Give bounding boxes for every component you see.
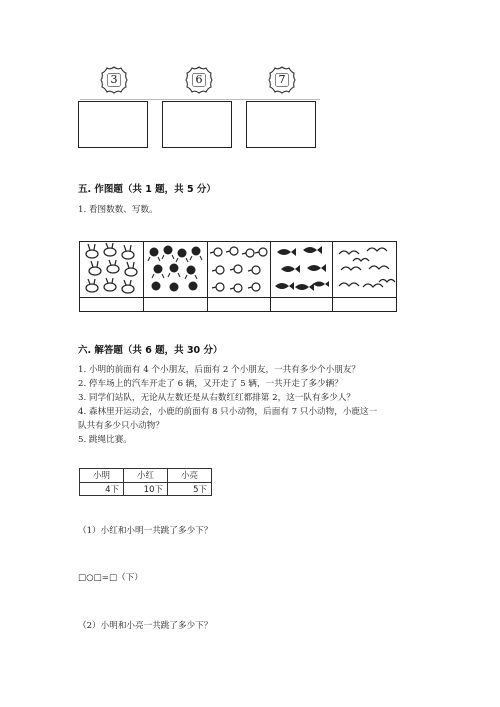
answer-box[interactable] <box>78 101 148 148</box>
rabbit-icon <box>80 242 143 297</box>
section-title: 六. 解答题（共 6 题，共 30 分） <box>78 345 223 356</box>
number-card-value: 7 <box>278 73 286 86</box>
sub-question: （2）小明和小亮一共跳了多少下？ <box>78 621 213 631</box>
table-header-cell: 小亮 <box>168 469 212 483</box>
question-text: 1. 看图数数、写数。 <box>78 205 158 215</box>
sub-question: （1）小红和小明一共跳了多少下？ <box>78 526 213 536</box>
question-line: 队共有多少只小动物？ <box>78 421 164 431</box>
table-header-cell: 小明 <box>80 469 124 483</box>
count-answer-cell[interactable] <box>208 298 271 312</box>
jump-rope-table <box>79 468 212 496</box>
bird-icon <box>333 242 396 297</box>
table-cell: 4下 <box>80 482 124 496</box>
animal-count-strip <box>79 241 397 312</box>
table-cell: 10下 <box>124 482 168 496</box>
strip-bottom-line <box>80 99 320 100</box>
question-line: 3. 同学们站队，无论从左数还是从右数红红都排第 2，这一队有多少人？ <box>78 393 355 403</box>
duck-icon <box>208 242 270 297</box>
number-badge <box>184 65 214 95</box>
section-title: 五. 作图题（共 1 题，共 5 分） <box>78 184 216 195</box>
animal-group-fish <box>271 242 333 297</box>
question-line: 1. 小明的前面有 4 个小朋友，后面有 2 个小朋友，一共有多少个小朋友？ <box>78 365 361 375</box>
table-row <box>80 482 212 496</box>
chick-icon <box>144 242 207 297</box>
number-card-value: 6 <box>195 73 203 86</box>
count-answer-cell[interactable] <box>271 298 333 312</box>
count-answer-cell[interactable] <box>80 298 144 312</box>
answer-box[interactable] <box>246 101 316 148</box>
animal-group-chick <box>144 242 208 297</box>
answer-formula[interactable]: □○□=□（下） <box>78 573 143 583</box>
table-header-cell: 小红 <box>124 469 168 483</box>
table-cell: 5下 <box>168 482 212 496</box>
question-line: 5. 跳绳比赛。 <box>78 435 132 445</box>
number-card-value: 3 <box>110 73 118 86</box>
number-card-strip <box>80 62 320 100</box>
count-answer-cell[interactable] <box>333 298 396 312</box>
animal-group-bird <box>333 242 397 297</box>
table-header-row <box>80 469 212 483</box>
count-answer-row <box>80 297 396 312</box>
question-line: 2. 停车场上的汽车开走了 6 辆，又开走了 5 辆，一共开走了多少辆？ <box>78 379 343 389</box>
number-badge <box>99 65 129 95</box>
answer-box[interactable] <box>162 101 232 148</box>
count-answer-cell[interactable] <box>144 298 208 312</box>
animal-group-rabbit <box>80 242 144 297</box>
question-line: 4. 森林里开运动会，小鹿的前面有 8 只小动物，后面有 7 只小动物，小鹿这一 <box>78 407 378 417</box>
animal-group-duck <box>208 242 271 297</box>
fish-icon <box>271 242 332 297</box>
number-badge <box>267 65 297 95</box>
